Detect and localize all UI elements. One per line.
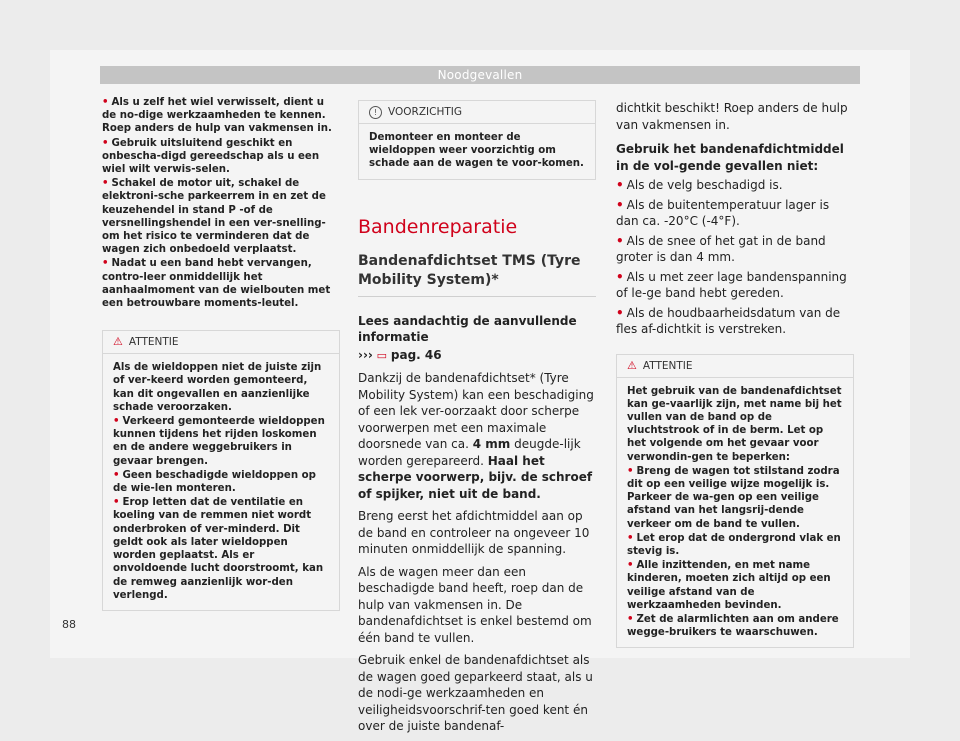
book-icon: ▭ — [376, 348, 388, 362]
list-item: • Verkeerd gemonteerde wieldoppen kunnen tijdens het rijden loskomen en de andere weggebruikers in gevaar brengen. — [113, 416, 325, 467]
page-header: Noodgevallen — [100, 66, 860, 84]
warning-icon: ⚠ — [113, 335, 123, 349]
list-item: • Als de velg beschadigd is. — [616, 178, 783, 192]
bullet-icon: • — [113, 497, 120, 509]
info-icon: ! — [369, 106, 382, 119]
paragraph: Dankzij de bandenafdichtset* (Tyre Mobility System) kan een beschadiging of een lek ver-oorzaakt door scherpe voorwerpen met een maximale doorsnede van ca. 4 mm deugde-lijk worden gerepareerd. Haal het scherpe voorwerp, bijv. de schroef of spijker, niet uit de band. — [358, 371, 594, 501]
bullet-icon: • — [102, 178, 109, 190]
list-item: • Erop letten dat de ventilatie en koeling van de remmen niet wordt onderbroken of ver-minderd. Dit geldt ook als later wieldoppen worden geplaatst. Als er onvoldoende lucht doorstroomt, kan de remweg aanzienlijk wor-den verlengd. — [113, 497, 324, 601]
bullet-icon: • — [616, 197, 624, 212]
column-2 — [358, 100, 596, 741]
list-item: • Zet de alarmlichten aan om andere wegge-bruikers te waarschuwen. — [627, 613, 839, 639]
caution-body: Demonteer en monteer de wieldoppen weer voorzichtig om schade aan de wagen te voor-komen. — [369, 132, 584, 170]
warning-title: ATTENTIE — [128, 336, 179, 349]
list-item: • Als u met zeer lage bandenspanning of le-ge band hebt gereden. — [616, 269, 847, 300]
list-item: • Als de buitentemperatuur lager is dan ca. -20°C (-4°F). — [616, 197, 830, 228]
bullet-icon: • — [616, 233, 624, 248]
bullet-icon: • — [102, 137, 109, 149]
warning-box — [616, 354, 854, 649]
paragraph: Gebruik enkel de bandenafdichtset als de wagen goed geparkeerd staat, als u de nodi-ge werkzaamheden en veiligheidsvoorschrif-ten goed kent én over de juiste bandenaf- — [358, 653, 593, 734]
list-item: • Schakel de motor uit, schakel de elektroni-sche parkeerrem in en zet de keuzehendel in stand P -of de versnellingshendel in een ver-snelling- om het risico te verminderen dat de wagen zich onbedoeld verplaatst. — [102, 178, 326, 256]
bullet-icon: • — [113, 469, 120, 481]
caution-header — [359, 101, 595, 124]
bullet-icon: • — [102, 258, 109, 270]
paragraph: Breng eerst het afdichtmiddel aan op de band en controleer na ongeveer 10 minuten onmiddellijk de spanning. — [358, 509, 590, 557]
list-item: • Geen beschadigde wieldoppen op de wie-len monteren. — [113, 469, 316, 495]
intro-text: Lees aandachtig de aanvullende informatie — [358, 313, 577, 345]
list-item: • Nadat u een band hebt vervangen, contro-leer onmiddellijk het aanhaalmoment van de wielbouten met een betrouwbare moments-leutel. — [102, 258, 331, 310]
warning-body — [103, 354, 339, 610]
list-item: • Als de snee of het gat in de band groter is dan 4 mm. — [616, 233, 826, 264]
bullet-icon: • — [102, 97, 109, 108]
bullet-icon: • — [616, 269, 624, 284]
warning-box — [102, 330, 340, 611]
warning-title: ATTENTIE — [642, 359, 693, 372]
paragraph: dichtkit beschikt! Roep anders de hulp van vakmensen in. — [616, 101, 848, 132]
page-reference-link[interactable]: pag. 46 — [390, 347, 442, 362]
column-3 — [616, 100, 854, 648]
warning-header — [617, 355, 853, 378]
list-item: • Let erop dat de ondergrond vlak en stevig is. — [627, 532, 841, 557]
page-number: 88 — [62, 618, 76, 631]
list-item: • Als de houdbaarheidsdatum van de fles af-dichtkit is verstreken. — [616, 305, 841, 336]
caution-title: VOORZICHTIG — [388, 106, 462, 118]
list-item: • Gebruik uitsluitend geschikt en onbescha-digd gereedschap als u een wiel wilt verwis-selen. — [102, 137, 320, 176]
caution-box — [358, 100, 596, 180]
list-item: • Breng de wagen tot stilstand zodra dit op een veilige wijze mogelijk is. Parkeer de wa-gen op een veilige afstand van het langsrij-dende verkeer om de band te vullen. — [627, 465, 840, 530]
warning-intro: Als de wieldoppen niet de juiste zijn of ver-keerd worden gemonteerd, kan dit ongevallen en aanzienlijke schade veroorzaken. — [113, 362, 322, 413]
section — [358, 216, 596, 297]
warning-intro: Het gebruik van de bandenafdichtset kan ge-vaarlijk zijn, met name bij het vullen van de band op de vluchtstrook of in de berm. Let op het volgende om het gevaar voor verwondin-gen te beperken: — [627, 385, 842, 463]
bullet-icon: • — [113, 416, 120, 428]
paragraph: Als de wagen meer dan een beschadigde band heeft, roep dan de hulp van vakmensen in. De bandenafdichtset is enkel bestemd om één band te vullen. — [358, 564, 592, 645]
subsection-title: Bandenafdichtset TMS (Tyre Mobility System)* — [358, 252, 596, 297]
top-bullet-list — [102, 96, 340, 310]
section-body — [358, 313, 596, 735]
bullet-icon: • — [616, 305, 624, 320]
bullet-icon: • — [627, 613, 634, 625]
bullet-icon: • — [627, 560, 634, 572]
warning-icon: ⚠ — [627, 358, 637, 372]
list-item: • Als u zelf het wiel verwisselt, dient u de no-dige werkzaamheden te kennen. Roep anders de hulp van vakmensen in. — [102, 97, 332, 135]
bullet-icon: • — [627, 465, 634, 477]
conditions-list — [616, 177, 854, 338]
bullet-icon: • — [616, 178, 624, 192]
column-3-text — [616, 100, 854, 174]
column-1 — [102, 96, 340, 611]
list-item: • Alle inzittenden, en met name kinderen, moeten zich altijd op een veilige afstand van de werkzaamheden bevinden. — [627, 560, 831, 611]
section-title: Bandenreparatie — [358, 215, 518, 238]
warning-body — [617, 378, 853, 648]
warning-header — [103, 331, 339, 354]
bullet-icon: • — [627, 532, 634, 544]
ref-arrows: ››› — [358, 347, 373, 362]
list-heading: Gebruik het bandenafdichtmiddel in de vol-gende gevallen niet: — [616, 142, 844, 173]
